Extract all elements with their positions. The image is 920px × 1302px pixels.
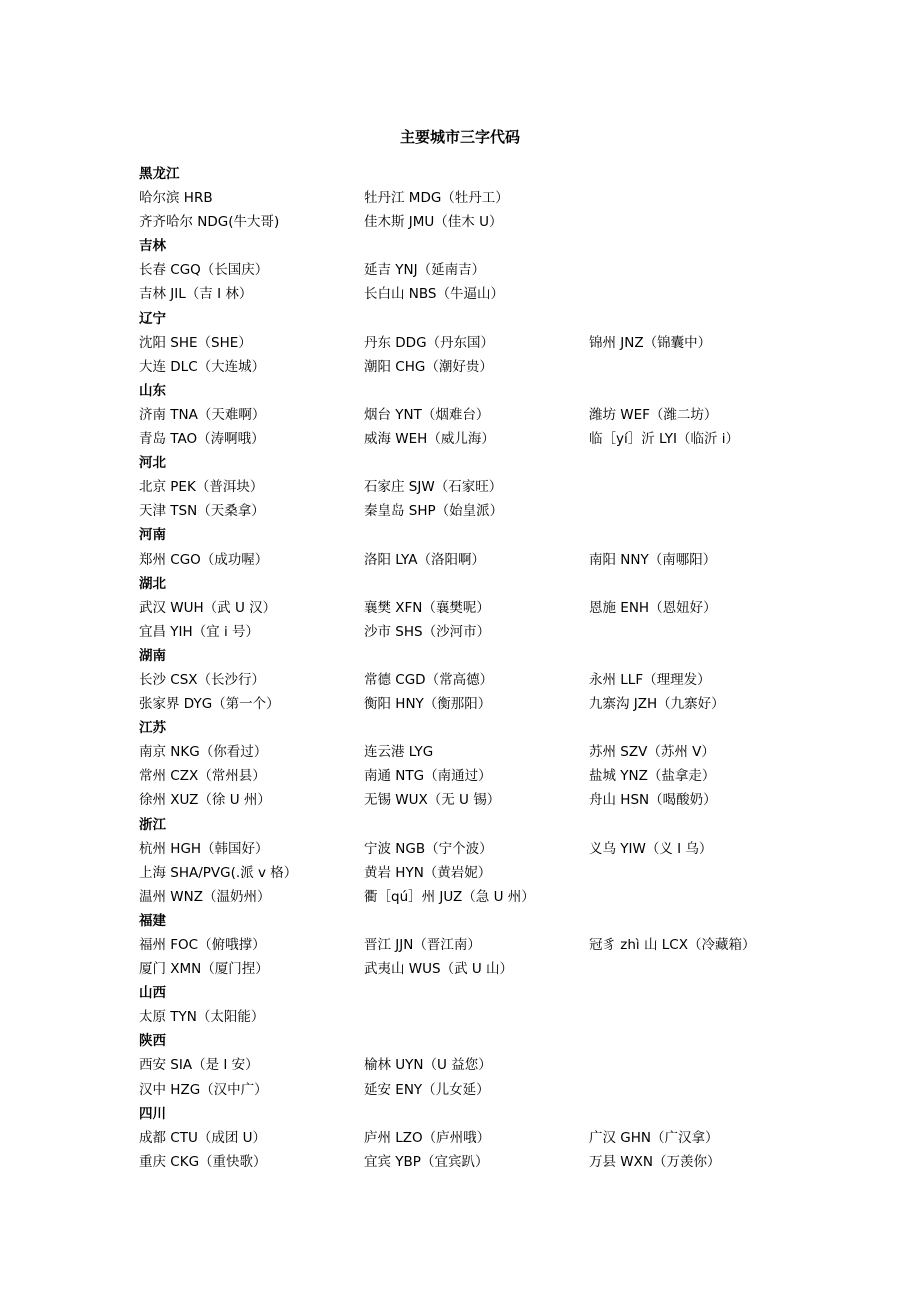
- city-code-entry: 天津 TSN（天桑拿）: [139, 503, 265, 520]
- province-heading: 浙江: [139, 816, 166, 833]
- province-heading: 河北: [139, 455, 166, 472]
- city-row: [139, 740, 819, 764]
- city-row: [139, 957, 819, 981]
- city-code-entry: 衢［qú］州 JUZ（急 U 州）: [364, 888, 535, 905]
- city-row: [139, 1005, 819, 1029]
- city-code-entry: 牡丹江 MDG（牡丹工）: [364, 190, 509, 207]
- city-code-entry: 吉林 JIL（吉 I 林）: [139, 286, 253, 303]
- city-code-entry: 威海 WEH（威儿海）: [364, 431, 495, 448]
- city-code-entry: 洛阳 LYA（洛阳啊）: [364, 551, 485, 568]
- city-code-entry: 宜宾 YBP（宜宾趴）: [364, 1153, 489, 1170]
- city-code-entry: 太原 TYN（太阳能）: [139, 1009, 265, 1026]
- city-code-entry: 杭州 HGH（韩国好）: [139, 840, 269, 857]
- city-code-entry: 烟台 YNT（烟难台）: [364, 406, 490, 423]
- city-row: [139, 837, 819, 861]
- city-code-entry: 济南 TNA（天难啊）: [139, 406, 266, 423]
- city-code-entry: 重庆 CKG（重快歌）: [139, 1153, 267, 1170]
- province-heading: 辽宁: [139, 310, 166, 327]
- province-heading: 福建: [139, 912, 166, 929]
- province-heading: 河南: [139, 527, 166, 544]
- city-code-entry: 石家庄 SJW（石家旺）: [364, 479, 503, 496]
- city-row: [139, 764, 819, 788]
- city-code-entry: 长春 CGQ（长国庆）: [139, 262, 269, 279]
- city-row: [139, 1150, 819, 1174]
- province-heading: 黑龙江: [139, 166, 180, 182]
- city-code-entry: 厦门 XMN（厦门捏）: [139, 961, 269, 978]
- city-code-entry: 常州 CZX（常州县）: [139, 768, 266, 785]
- city-code-entry: 延安 ENY（儿女延）: [364, 1081, 490, 1098]
- city-code-entry: 秦皇岛 SHP（始皇派）: [364, 503, 504, 520]
- city-row: [139, 620, 819, 644]
- city-code-entry: 衡阳 HNY（衡那阳）: [364, 696, 492, 713]
- city-code-entry: 永州 LLF（理理发）: [589, 671, 711, 688]
- city-code-entry: 北京 PEK（普洱块）: [139, 479, 264, 496]
- city-code-entry: 温州 WNZ（温奶州）: [139, 888, 271, 905]
- city-row: [139, 933, 819, 957]
- province-heading: 山东: [139, 382, 166, 399]
- city-code-list: [139, 162, 819, 1174]
- city-code-entry: 万县 WXN（万羡你）: [589, 1153, 721, 1170]
- city-row: [139, 282, 819, 306]
- city-code-entry: 冠豸 zhì 山 LCX（冷藏箱）: [589, 937, 756, 953]
- city-code-entry: 汉中 HZG（汉中广）: [139, 1081, 268, 1098]
- city-code-entry: 福州 FOC（俯哦撑）: [139, 937, 266, 953]
- city-code-entry: 丹东 DDG（丹东国）: [364, 334, 495, 351]
- city-row: [139, 355, 819, 379]
- province-heading: 湖南: [139, 647, 166, 664]
- city-code-entry: 张家界 DYG（第一个）: [139, 696, 280, 713]
- city-row: [139, 427, 819, 451]
- city-code-entry: 沈阳 SHE（SHE）: [139, 334, 252, 351]
- city-row: [139, 475, 819, 499]
- city-code-entry: 西安 SIA（是 I 安）: [139, 1057, 259, 1074]
- city-code-entry: 长沙 CSX（长沙行）: [139, 671, 266, 688]
- province-heading: 陕西: [139, 1033, 166, 1050]
- document-title: 主要城市三字代码: [399, 128, 520, 146]
- city-code-entry: 郑州 CGO（成功喔）: [139, 551, 269, 568]
- city-code-entry: 连云港 LYG: [364, 744, 434, 761]
- city-row: [139, 885, 819, 909]
- city-code-entry: 潮阳 CHG（潮好贵）: [364, 358, 493, 375]
- city-code-entry: 南通 NTG（南通过）: [364, 768, 492, 785]
- city-code-entry: 临［yí］沂 LYI（临沂 i）: [589, 431, 740, 448]
- city-code-entry: 武夷山 WUS（武 U 山）: [364, 961, 514, 978]
- city-code-entry: 宁波 NGB（宁个波）: [364, 840, 493, 857]
- city-code-entry: 苏州 SZV（苏州 V）: [589, 744, 715, 761]
- city-row: [139, 861, 819, 885]
- city-code-entry: 潍坊 WEF（潍二坊）: [589, 406, 718, 423]
- city-row: [139, 258, 819, 282]
- city-code-entry: 庐州 LZO（庐州哦）: [364, 1129, 491, 1146]
- city-code-entry: 长白山 NBS（牛逼山）: [364, 286, 504, 303]
- province-heading: 湖北: [139, 575, 166, 592]
- city-code-entry: 晋江 JJN（晋江南）: [364, 937, 481, 953]
- city-code-entry: 恩施 ENH（恩妞好）: [589, 599, 717, 616]
- city-code-entry: 襄樊 XFN（襄樊呢）: [364, 599, 490, 616]
- city-code-entry: 九寨沟 JZH（九寨好）: [589, 696, 725, 713]
- city-row: [139, 403, 819, 427]
- province-heading: 江苏: [139, 720, 166, 737]
- city-code-entry: 哈尔滨 HRB: [139, 190, 213, 207]
- province-heading: 四川: [139, 1105, 166, 1122]
- city-code-entry: 大连 DLC（大连城）: [139, 358, 266, 375]
- city-code-entry: 榆林 UYN（U 益您）: [364, 1057, 492, 1074]
- city-code-entry: 武汉 WUH（武 U 汉）: [139, 599, 277, 616]
- province-heading: 山西: [139, 985, 166, 1002]
- city-row: [139, 331, 819, 355]
- city-code-entry: 延吉 YNJ（延南吉）: [364, 262, 486, 279]
- city-code-entry: 南阳 NNY（南哪阳）: [589, 551, 717, 568]
- city-code-entry: 盐城 YNZ（盐拿走）: [589, 768, 716, 785]
- city-code-entry: 义乌 YIW（义 I 乌）: [589, 840, 713, 857]
- city-row: [139, 788, 819, 812]
- city-row: [139, 1078, 819, 1102]
- city-row: [139, 548, 819, 572]
- city-row: [139, 596, 819, 620]
- city-code-entry: 舟山 HSN（喝酸奶）: [589, 792, 717, 809]
- city-row: [139, 499, 819, 523]
- city-code-entry: 锦州 JNZ（锦囊中）: [589, 334, 712, 351]
- city-code-entry: 青岛 TAO（涛啊哦）: [139, 431, 265, 448]
- city-code-entry: 宜昌 YIH（宜 i 号）: [139, 623, 260, 640]
- city-code-entry: 广汉 GHN（广汉拿）: [589, 1129, 719, 1146]
- city-row: [139, 186, 819, 210]
- city-code-entry: 常德 CGD（常高德）: [364, 671, 494, 688]
- city-row: [139, 210, 819, 234]
- city-code-entry: 无锡 WUX（无 U 锡）: [364, 792, 501, 809]
- city-code-entry: 齐齐哈尔 NDG(牛大哥): [139, 214, 280, 231]
- city-code-entry: 徐州 XUZ（徐 U 州）: [139, 792, 271, 809]
- city-code-entry: 佳木斯 JMU（佳木 U）: [364, 214, 503, 231]
- city-row: [139, 692, 819, 716]
- city-code-entry: 黄岩 HYN（黄岩妮）: [364, 864, 492, 881]
- city-code-entry: 上海 SHA/PVG(.派 v 格）: [139, 864, 298, 881]
- city-row: [139, 1053, 819, 1077]
- city-code-entry: 南京 NKG（你看过）: [139, 744, 268, 761]
- city-row: [139, 668, 819, 692]
- city-code-entry: 成都 CTU（成团 U）: [139, 1129, 267, 1146]
- province-heading: 吉林: [139, 238, 166, 255]
- city-row: [139, 1126, 819, 1150]
- city-code-entry: 沙市 SHS（沙河市）: [364, 623, 491, 640]
